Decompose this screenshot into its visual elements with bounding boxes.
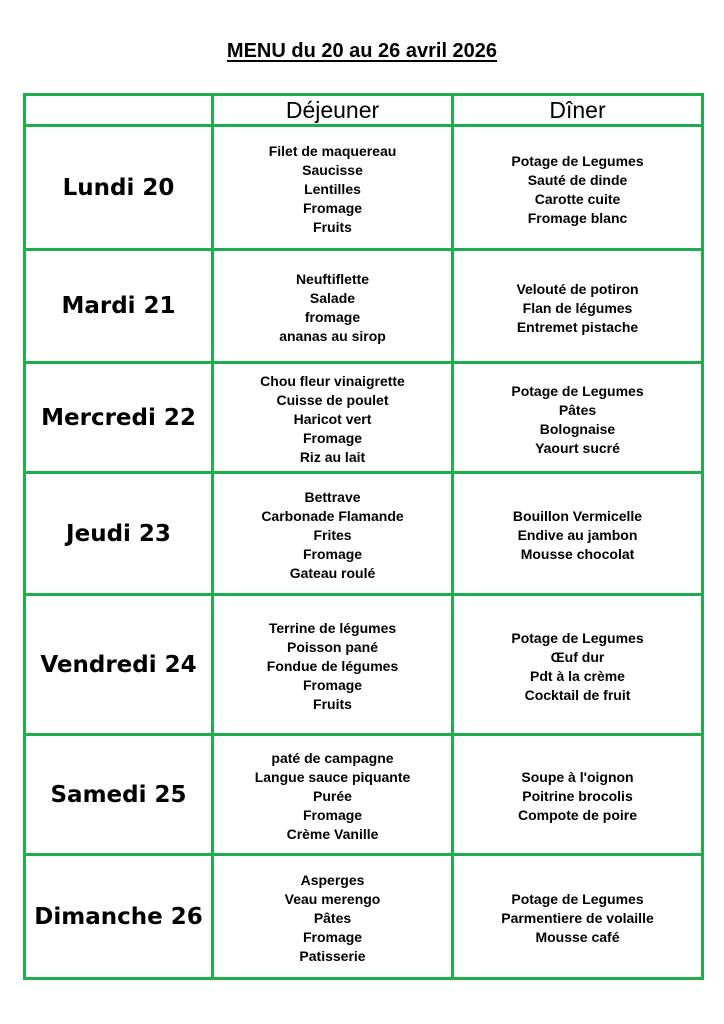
lunch-dish: Fromage [302,807,363,823]
day-row [25,855,703,979]
day-row [25,250,703,363]
dinner-dish: Flan de légumes [522,299,633,316]
dinner-dish: Bouillon Vermicelle [512,508,643,524]
lunch-dish: Neuftiflette [295,271,370,287]
dinner-dish: Potage de Legumes [511,629,644,646]
lunch-cell [213,855,453,979]
menu-title-text: MENU du 20 au 26 avril 2026 [226,40,498,62]
dinner-dish: Cocktail de fruit [524,686,631,703]
lunch-dish: Saucisse [302,162,363,178]
day-row [25,595,703,735]
lunch-dish: Bettrave [304,489,361,505]
lunch-dish: Riz au lait [299,449,366,465]
lunch-dish: Fromage [302,200,363,216]
header-empty-cell [25,95,213,126]
dinner-dish: Mousse café [535,929,620,945]
dinner-cell [453,250,703,363]
dinner-dish: Sauté de dinde [527,171,628,188]
day-name: Lundi 20 [25,126,213,250]
dinner-dish: Œuf dur [550,648,605,665]
lunch-dish: Frites [313,527,352,543]
dinner-cell [453,363,703,473]
lunch-dish: Carbonade Flamande [261,508,404,524]
lunch-dish: Purée [313,788,352,804]
dinner-cell [453,855,703,979]
dinner-dish: Entremet pistache [516,318,639,335]
lunch-dish: ananas au sirop [279,328,386,344]
menu-table [23,93,704,980]
lunch-dish: Terrine de légumes [268,620,397,636]
dinner-dish: Pâtes [558,401,597,418]
lunch-dish: Pâtes [313,910,352,926]
day-row [25,735,703,855]
lunch-dish: Cuisse de poulet [276,392,389,408]
dinner-dish: Compote de poire [517,807,637,823]
day-name: Dimanche 26 [25,855,213,979]
dinner-cell [453,473,703,595]
lunch-dish: Poisson pané [286,639,379,655]
lunch-dish: Fromage [302,677,363,693]
dinner-cell [453,126,703,250]
dinner-dish: Velouté de potiron [516,280,639,297]
day-row [25,473,703,595]
lunch-cell [213,126,453,250]
lunch-dish: Asperges [300,872,365,888]
day-row [25,363,703,473]
menu-body [25,126,703,979]
lunch-dish: Chou fleur vinaigrette [260,373,405,389]
lunch-cell [213,735,453,855]
dinner-dish: Poitrine brocolis [522,788,633,804]
lunch-dish: Langue sauce piquante [254,769,411,785]
day-name: Samedi 25 [25,735,213,855]
dinner-dish: Mousse chocolat [520,546,635,562]
lunch-dish: Fromage [302,929,363,945]
lunch-dish: Veau merengo [284,891,381,907]
lunch-dish: Fruits [313,696,352,712]
day-name: Mardi 21 [25,250,213,363]
dinner-dish: Pdt à la crème [530,667,625,684]
dinner-dish: Potage de Legumes [511,891,644,907]
lunch-cell [213,363,453,473]
day-name: Vendredi 24 [25,595,213,735]
lunch-dish: fromage [304,309,361,325]
dinner-cell [453,595,703,735]
lunch-dish: Fruits [313,219,352,235]
dinner-dish: Bolognaise [539,420,616,437]
header-row [25,95,703,126]
lunch-cell [213,595,453,735]
dinner-dish: Fromage blanc [527,209,628,226]
dinner-dish: Soupe à l'oignon [521,769,634,785]
lunch-dish: Salade [309,290,356,306]
lunch-dish: Fromage [302,546,363,562]
lunch-dish: paté de campagne [271,750,394,766]
lunch-cell [213,473,453,595]
lunch-dish: Fromage [302,430,363,446]
dinner-dish: Endive au jambon [517,527,638,543]
dinner-dish: Potage de Legumes [511,382,644,399]
day-row [25,126,703,250]
dinner-dish: Yaourt sucré [535,439,620,456]
lunch-dish: Patisserie [299,948,366,964]
lunch-dish: Haricot vert [293,411,372,427]
lunch-dish: Gateau roulé [289,565,376,581]
dinner-dish: Carotte cuite [534,190,621,207]
lunch-dish: Fondue de légumes [266,658,399,674]
lunch-cell [213,250,453,363]
header-dinner: Dîner [453,95,703,126]
header-lunch: Déjeuner [213,95,453,126]
dinner-dish: Parmentiere de volaille [501,910,654,926]
lunch-dish: Lentilles [304,181,361,197]
day-name: Mercredi 22 [25,363,213,473]
menu-title [0,40,724,63]
day-name: Jeudi 23 [25,473,213,595]
dinner-cell [453,735,703,855]
dinner-dish: Potage de Legumes [511,152,644,169]
lunch-dish: Crème Vanille [286,826,379,842]
lunch-dish: Filet de maquereau [268,143,397,159]
